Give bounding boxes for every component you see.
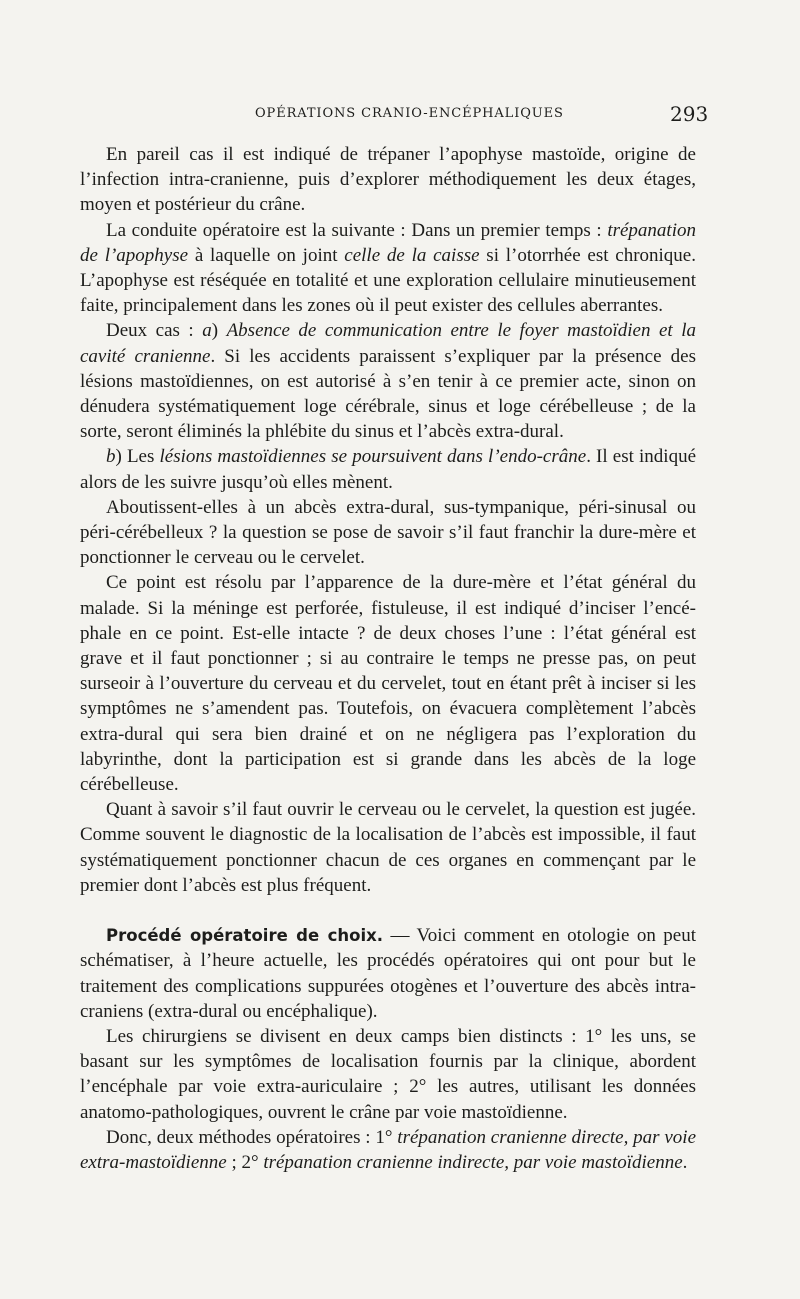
text-run: Quant à savoir s’il faut ouvrir le cerveau ou le cervelet, la question est jugée. Comme souvent le diagnostic de la localisation de l’abcès est impossible, il faut systématiquement ponctionner chacun de ces organes en commençant par le premier dont l’abcès est plus fréquent.	[80, 799, 696, 896]
paragraph	[80, 570, 696, 797]
italic-phrase: lésions mastoïdiennes se poursuivent dans l’endo-crâne	[159, 446, 587, 468]
italic-phrase: Absence de communication entre le foyer mastoïdien et la cavité cranienne	[80, 320, 696, 367]
section-heading: Procédé opératoire de choix.	[106, 926, 384, 946]
text-run: )	[211, 320, 227, 342]
paragraph	[80, 318, 696, 444]
text-run: .	[682, 1151, 688, 1173]
italic-phrase: trépanation cranienne directe, par voie extra-mastoïdienne	[80, 1126, 696, 1173]
page-number: 293	[670, 102, 709, 126]
text-run: Deux cas :	[106, 320, 203, 342]
paragraph	[80, 797, 696, 898]
text-run: à laquelle on joint	[188, 244, 345, 266]
text-run: La conduite opératoire est la suivante : Dans un premier temps :	[106, 219, 608, 241]
text-run: Les chirurgiens se divisent en deux camps bien distincts : 1° les uns, se basant sur les symptômes de localisation fournis par la clinique, abordent l’encéphale par voie extra-auriculaire ; 2° les autres, utilisant les données anatomo-pathologiques, ouvrent le crâne par voie mastoïdienne.	[80, 1025, 696, 1123]
paragraph	[80, 495, 696, 571]
running-title: OPÉRATIONS CRANIO-ENCÉPHALIQUES	[255, 106, 564, 121]
text-run: . Il est indiqué alors de les suivre jusqu’où elles mènent.	[80, 446, 697, 493]
paragraph	[80, 142, 696, 218]
body-text	[80, 142, 696, 1175]
italic-phrase: b	[106, 446, 116, 468]
paragraph	[80, 1125, 696, 1175]
text-run: En pareil cas il est indiqué de trépaner l’apophyse mastoïde, origine de l’infection intra-cranienne, puis d’explorer méthodiquement les deux étages, moyen et postérieur du crâne.	[80, 144, 696, 216]
italic-phrase: a	[202, 320, 212, 342]
text-run: si l’otorrhée est chronique. L’apophyse est réséquée en totalité et une exploration cellulaire minutieusement faite, principalement dans les zones où il peut exister des cellules aberrantes.	[80, 244, 696, 317]
text-run: ; 2°	[226, 1151, 264, 1173]
text-run: . Si les accidents paraissent s’expliquer par la présence des lésions mastoïdiennes, on est autorisé à s’en tenir à ce premier acte, sinon on dénudera systématiquement loge cérébrale, sinus et loge cérébelleuse ; de la sorte, seront éliminés la phlébite du sinus et l’abcès extra-dural.	[80, 345, 696, 443]
paragraph	[80, 923, 696, 1024]
paragraph	[80, 218, 696, 319]
text-run: Donc, deux méthodes opératoires : 1°	[106, 1126, 398, 1148]
text-run: ) Les	[115, 446, 160, 468]
text-run: — Voici comment en otologie on peut schématiser, à l’heure actuelle, les procédés opératoires qui ont pour but le traitement des complications suppurées otogènes et l’ouverture des abcès intra-craniens (extra-dural ou encéphalique).	[80, 925, 696, 1022]
italic-phrase: trépanation de l’apophyse	[80, 219, 696, 266]
text-run: Aboutissent-elles à un abcès extra-dural, sus-tympanique, péri-sinusal ou péri-cérébelleux ? la question se pose de savoir s’il faut franchir la dure-mère et ponctionner le cerveau ou le cervelet.	[80, 496, 696, 569]
paragraph	[80, 444, 696, 494]
italic-phrase: trépanation cranienne indirecte, par voie mastoïdienne	[263, 1151, 683, 1173]
text-run: Ce point est résolu par l’apparence de la dure-mère et l’état général du malade. Si la méninge est perforée, fistuleuse, il est indiqué d’inciser l’encéphale en ce point. Est-elle intacte ? de deux choses l’une : l’état général est grave et il faut ponctionner ; si au contraire le temps ne presse pas, on peut surseoir à l’ouverture du cerveau et du cervelet, tout en étant prêt à inciser si les symptômes ne s’amendent pas. Toutefois, on évacuera complètement l’abcès extra-dural qui sera bien drainé et on ne négligera pas l’exploration du labyrinthe, dont la participation est si grande dans les abcès de la loge cérébelleuse.	[80, 572, 696, 796]
paragraph	[80, 1024, 696, 1125]
italic-phrase: celle de la caisse	[344, 244, 480, 266]
